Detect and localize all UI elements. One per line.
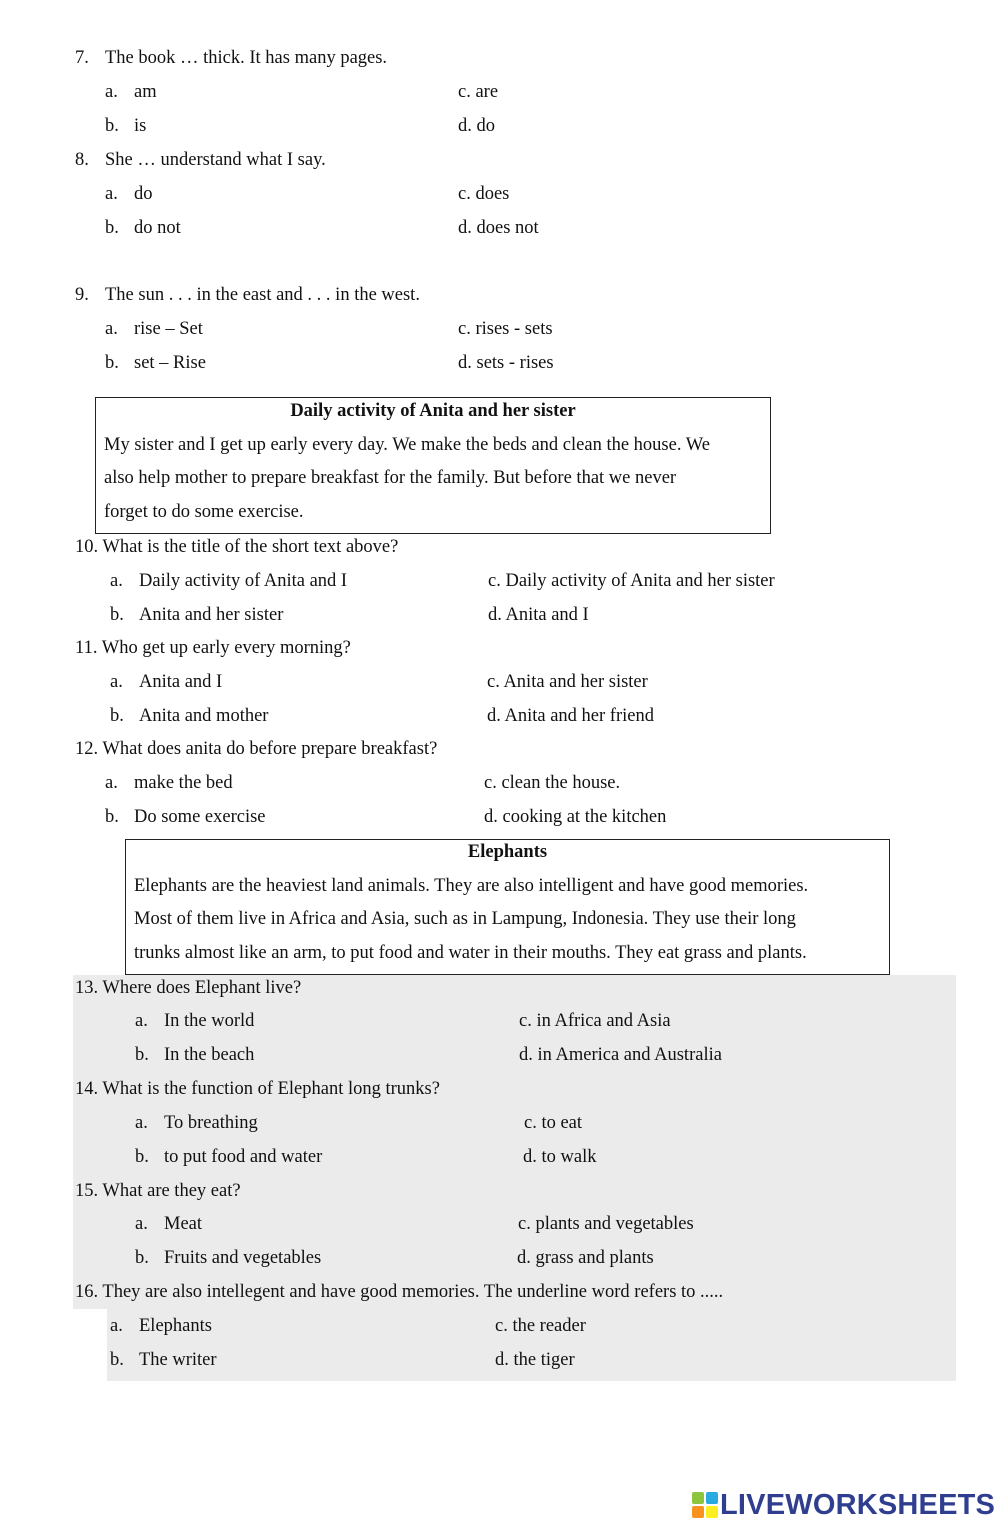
q10-option-a[interactable]: Daily activity of Anita and I (139, 571, 348, 591)
q13-option-a-letter: a. (135, 1011, 148, 1031)
q7-option-a-letter: a. (105, 82, 118, 102)
q9-option-a[interactable]: rise – Set (134, 319, 203, 339)
q10-option-a-letter: a. (110, 571, 123, 591)
q12-option-d[interactable]: d. cooking at the kitchen (484, 807, 667, 827)
q11-question: 11. Who get up early every morning? (75, 638, 351, 658)
q13-option-d[interactable]: d. in America and Australia (519, 1045, 722, 1065)
q13-option-b[interactable]: In the beach (164, 1045, 255, 1065)
q11-option-c[interactable]: c. Anita and her sister (487, 672, 648, 692)
q13-option-a[interactable]: In the world (164, 1011, 255, 1031)
q9-option-d[interactable]: d. sets - rises (458, 353, 554, 373)
q12-option-b-letter: b. (105, 807, 119, 827)
q11-option-b-letter: b. (110, 706, 124, 726)
q7-option-a[interactable]: am (134, 82, 157, 102)
q8-option-a-letter: a. (105, 184, 118, 204)
q7-number: 7. (75, 48, 89, 68)
passage-elephants-line-3: trunks almost like an arm, to put food and water in their mouths. They eat grass and plants. (134, 943, 807, 963)
q10-option-d[interactable]: d. Anita and I (488, 605, 589, 625)
q15-option-a-letter: a. (135, 1214, 148, 1234)
q8-question: She … understand what I say. (105, 150, 326, 170)
q8-number: 8. (75, 150, 89, 170)
q10-option-c[interactable]: c. Daily activity of Anita and her sister (488, 571, 775, 591)
q14-option-b-letter: b. (135, 1147, 149, 1167)
q15-option-b[interactable]: Fruits and vegetables (164, 1248, 322, 1268)
passage-daily-activity-line-3: forget to do some exercise. (104, 502, 304, 522)
passage-elephants-title: Elephants (467, 842, 548, 862)
logo-square-yellow (706, 1506, 718, 1518)
q10-option-b-letter: b. (110, 605, 124, 625)
passage-elephants-line-1: Elephants are the heaviest land animals. They are also intelligent and have good memories. (134, 876, 809, 896)
q10-option-b[interactable]: Anita and her sister (139, 605, 284, 625)
q13-option-b-letter: b. (135, 1045, 149, 1065)
q15-option-a[interactable]: Meat (164, 1214, 203, 1234)
q9-option-a-letter: a. (105, 319, 118, 339)
q16-option-c[interactable]: c. the reader (495, 1316, 586, 1336)
q13-option-c[interactable]: c. in Africa and Asia (519, 1011, 671, 1031)
logo-square-orange (692, 1506, 704, 1518)
q8-option-c[interactable]: c. does (458, 184, 510, 204)
q12-option-a[interactable]: make the bed (134, 773, 233, 793)
q9-option-c[interactable]: c. rises - sets (458, 319, 553, 339)
passage-elephants-line-2: Most of them live in Africa and Asia, such as in Lampung, Indonesia. They use their long (134, 909, 796, 929)
q11-option-a[interactable]: Anita and I (139, 672, 223, 692)
q12-option-c[interactable]: c. clean the house. (484, 773, 621, 793)
q10-question: 10. What is the title of the short text above? (75, 537, 399, 557)
q16-option-d[interactable]: d. the tiger (495, 1350, 575, 1370)
logo-square-blue (706, 1492, 718, 1504)
q8-option-b-letter: b. (105, 218, 119, 238)
liveworksheets-logo[interactable] (692, 1488, 995, 1522)
q11-option-d[interactable]: d. Anita and her friend (487, 706, 654, 726)
q9-number: 9. (75, 285, 89, 305)
liveworksheets-logo-icon (692, 1492, 718, 1518)
q14-option-b[interactable]: to put food and water (164, 1147, 323, 1167)
q9-option-b-letter: b. (105, 353, 119, 373)
q12-option-a-letter: a. (105, 773, 118, 793)
q16-question: 16. They are also intellegent and have good memories. The underline word refers to ..... (75, 1282, 724, 1302)
q11-option-b[interactable]: Anita and mother (139, 706, 269, 726)
passage-daily-activity-line-1: My sister and I get up early every day. We make the beds and clean the house. We (104, 435, 710, 455)
q12-option-b[interactable]: Do some exercise (134, 807, 266, 827)
q14-option-a[interactable]: To breathing (164, 1113, 258, 1133)
q16-option-b-letter: b. (110, 1350, 124, 1370)
q14-question: 14. What is the function of Elephant long trunks? (75, 1079, 440, 1099)
q8-option-b[interactable]: do not (134, 218, 181, 238)
q14-option-d[interactable]: d. to walk (523, 1147, 597, 1167)
q9-option-b[interactable]: set – Rise (134, 353, 206, 373)
q7-option-c[interactable]: c. are (458, 82, 499, 102)
q8-option-d[interactable]: d. does not (458, 218, 539, 238)
q12-question: 12. What does anita do before prepare breakfast? (75, 739, 438, 759)
q7-option-d[interactable]: d. do (458, 116, 495, 136)
logo-square-green (692, 1492, 704, 1504)
passage-daily-activity-title: Daily activity of Anita and her sister (290, 401, 576, 421)
q15-option-c[interactable]: c. plants and vegetables (518, 1214, 694, 1234)
q15-question: 15. What are they eat? (75, 1181, 241, 1201)
q15-option-b-letter: b. (135, 1248, 149, 1268)
q15-option-d[interactable]: d. grass and plants (517, 1248, 654, 1268)
q16-option-b[interactable]: The writer (139, 1350, 217, 1370)
q7-question: The book … thick. It has many pages. (105, 48, 388, 68)
q8-option-a[interactable]: do (134, 184, 153, 204)
q11-option-a-letter: a. (110, 672, 123, 692)
q16-option-a-letter: a. (110, 1316, 123, 1336)
q14-option-c[interactable]: c. to eat (524, 1113, 583, 1133)
q14-option-a-letter: a. (135, 1113, 148, 1133)
q7-option-b-letter: b. (105, 116, 119, 136)
q7-option-b[interactable]: is (134, 116, 147, 136)
q13-question: 13. Where does Elephant live? (75, 978, 302, 998)
passage-daily-activity-line-2: also help mother to prepare breakfast for the family. But before that we never (104, 468, 677, 488)
liveworksheets-logo-text: LIVEWORKSHEETS (720, 1488, 996, 1521)
q9-question: The sun . . . in the east and . . . in the west. (105, 285, 420, 305)
q16-option-a[interactable]: Elephants (139, 1316, 212, 1336)
